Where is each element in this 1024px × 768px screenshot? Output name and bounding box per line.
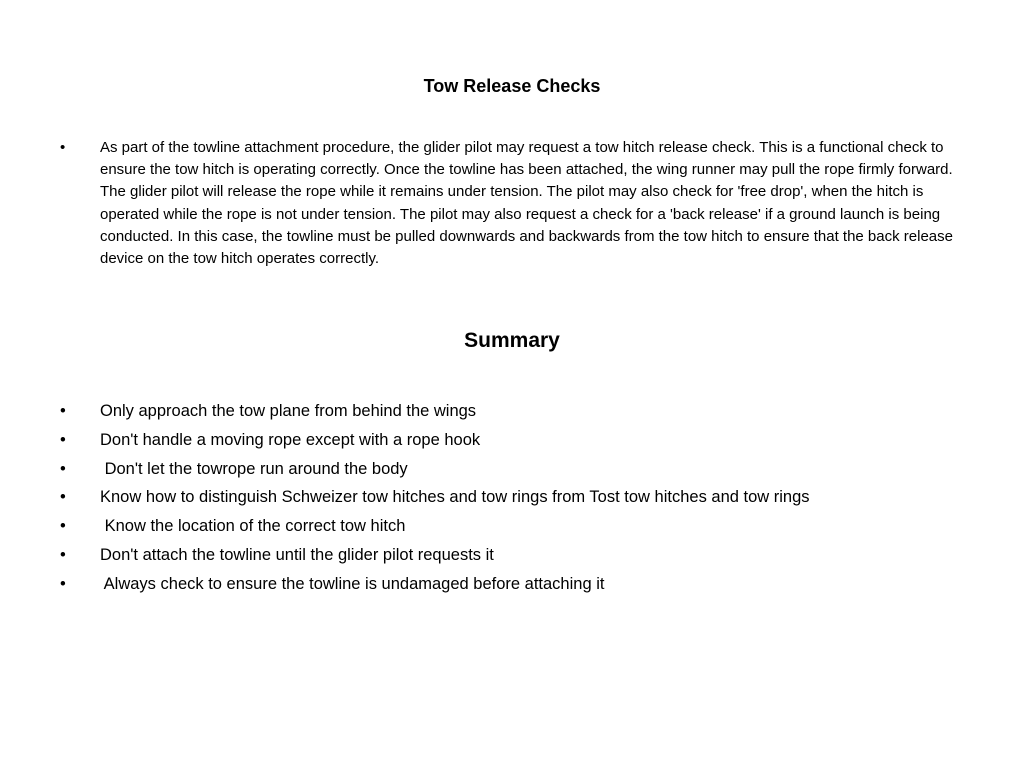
- list-item: [0, 570, 960, 599]
- bullet-icon: •: [60, 545, 66, 564]
- tow-release-paragraph: As part of the towline attachment procedure, the glider pilot may request a tow hitch release check. This is a functional check to ensure the tow hitch is operating correctly. Once the towline has been attached, the wing runner may pull the rope firmly forward. The glider pilot will release the rope while it remains under tension. The pilot may also check for 'free drop', when the hitch is operated while the rope is not under tension. The pilot may also request a check for a 'back release' if a ground launch is being conducted. In this case, the towline must be pulled downwards and backwards from the tow hitch to ensure that the back release device on the tow hitch operates correctly.: [100, 139, 953, 268]
- list-item: [0, 137, 960, 270]
- summary-item-text: Only approach the tow plane from behind the wings: [100, 402, 477, 420]
- section-title-tow-release-checks: Tow Release Checks: [423, 76, 601, 96]
- bullet-icon: •: [60, 574, 66, 593]
- bullet-icon: •: [60, 459, 66, 478]
- section-title-summary: Summary: [464, 329, 560, 352]
- summary-item-text: Don't attach the towline until the glider pilot requests it: [100, 545, 494, 564]
- bullet-icon: •: [60, 139, 66, 156]
- list-item: [0, 541, 960, 570]
- summary-item-text: Don't let the towrope run around the body: [100, 459, 408, 478]
- bullet-icon: •: [60, 402, 66, 420]
- summary-item-text: Know how to distinguish Schweizer tow hitches and tow rings from Tost tow hitches and tow rings: [100, 488, 810, 507]
- list-item: [0, 512, 960, 541]
- summary-item-text: Don't handle a moving rope except with a rope hook: [100, 430, 481, 449]
- list-item: [0, 455, 960, 484]
- bullet-icon: •: [60, 488, 66, 507]
- summary-item-text: Always check to ensure the towline is undamaged before attaching it: [100, 574, 605, 593]
- list-item: [0, 397, 960, 426]
- tow-release-bullet-list: [0, 137, 960, 270]
- list-item: [0, 483, 960, 512]
- bullet-icon: •: [60, 430, 66, 449]
- summary-bullet-list: [0, 397, 960, 599]
- bullet-icon: •: [60, 517, 66, 536]
- summary-item-text: Know the location of the correct tow hitch: [100, 517, 406, 536]
- list-item: [0, 426, 960, 455]
